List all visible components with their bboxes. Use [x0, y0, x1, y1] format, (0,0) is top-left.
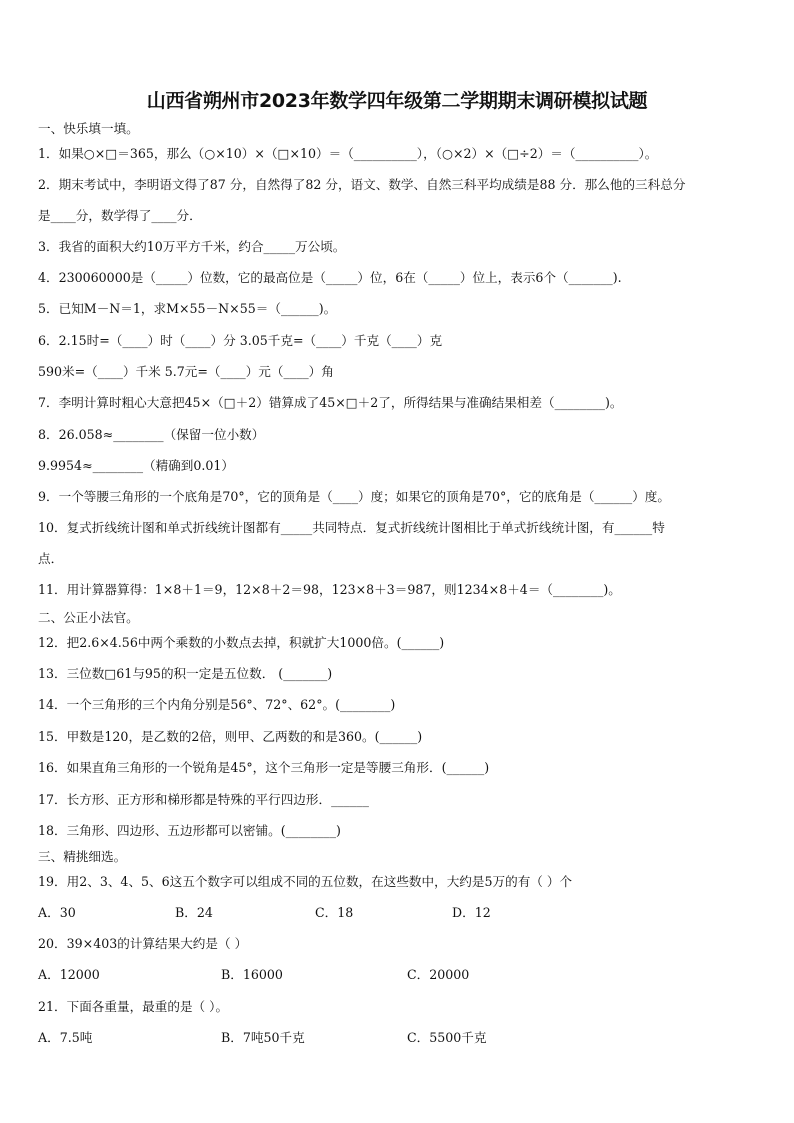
question-10-line-2: 点．: [38, 551, 64, 566]
question-21: 21．下面各重量，最重的是（ ）。: [38, 999, 229, 1014]
question-2-line-2: 是____分，数学得了____分．: [38, 208, 202, 223]
section-heading-1: 一、快乐填一填。: [38, 121, 139, 136]
option-d[interactable]: D．12: [452, 905, 491, 920]
question-8-line-1: 8．26.058≈________（保留一位小数）: [38, 427, 265, 442]
option-a[interactable]: A．12000: [38, 967, 100, 982]
question-6-line-1: 6．2.15时=（____）时（____）分 3.05千克=（____）千克（____）克: [38, 333, 443, 348]
question-7: 7．李明计算时粗心大意把45×（□＋2）错算成了45×□＋2了，所得结果与准确结果相差（________)。: [38, 395, 623, 410]
option-c[interactable]: C．5500千克: [407, 1030, 487, 1045]
question-15: 15．甲数是120，是乙数的2倍，则甲、乙两数的和是360。(______): [38, 729, 423, 744]
section-heading-3: 三、精挑细选。: [38, 849, 127, 864]
question-4: 4．230060000是（_____）位数，它的最高位是（_____）位，6在（_____）位上，表示6个（_______).: [38, 270, 622, 285]
question-16: 16．如果直角三角形的一个锐角是45°，这个三角形一定是等腰三角形．(______): [38, 760, 490, 775]
question-3: 3．我省的面积大约10万平方千米，约合_____万公顷。: [38, 239, 346, 254]
section-heading-2: 二、公正小法官。: [38, 610, 139, 625]
option-c[interactable]: C．18: [315, 905, 354, 920]
question-12: 12．把2.6×4.56中两个乘数的小数点去掉，积就扩大1000倍。(______): [38, 635, 445, 650]
question-10-line-1: 10．复式折线统计图和单式折线统计图都有_____共同特点．复式折线统计图相比于单式折线统计图，有______特: [38, 520, 665, 535]
question-9: 9．一个等腰三角形的一个底角是70°，它的顶角是（____）度；如果它的顶角是70°，它的底角是（______）度。: [38, 489, 670, 504]
question-17: 17．长方形、正方形和梯形都是特殊的平行四边形．______: [38, 792, 369, 807]
option-a[interactable]: A．7.5吨: [38, 1030, 93, 1045]
question-1: 1．如果○×□＝365，那么（○×10）×（□×10）＝（__________），（○×2）×（□÷2）＝（__________）。: [38, 146, 658, 161]
option-c[interactable]: C．20000: [407, 967, 470, 982]
question-6-line-2: 590米=（____）千米 5.7元=（____）元（____）角: [38, 364, 334, 379]
question-19: 19．用2、3、4、5、6这五个数字可以组成不同的五位数，在这些数中，大约是5万的有（ ）个: [38, 874, 573, 889]
option-b[interactable]: B．16000: [221, 967, 283, 982]
option-b[interactable]: B．7吨50千克: [221, 1030, 305, 1045]
question-2-line-1: 2．期末考试中，李明语文得了87 分，自然得了82 分，语文、数学、自然三科平均成绩是88 分．那么他的三科总分: [38, 177, 686, 192]
page-title: 山西省朔州市2023年数学四年级第二学期期末调研模拟试题: [146, 90, 648, 112]
question-5: 5．已知M－N＝1，求M×55－N×55＝（______)。: [38, 301, 337, 316]
question-18: 18．三角形、四边形、五边形都可以密铺。(________): [38, 823, 341, 838]
question-20: 20．39×403的计算结果大约是（ ）: [38, 936, 248, 951]
option-b[interactable]: B．24: [175, 905, 213, 920]
question-13: 13．三位数□61与95的积一定是五位数． (_______): [38, 666, 333, 681]
option-a[interactable]: A．30: [38, 905, 76, 920]
question-8-line-2: 9.9954≈________（精确到0.01）: [38, 458, 235, 473]
question-14: 14．一个三角形的三个内角分别是56°、72°、62°。(________): [38, 697, 396, 712]
question-11: 11．用计算器算得：1×8＋1＝9，12×8＋2＝98，123×8＋3＝987，则1234×8＋4＝（________)。: [38, 582, 621, 597]
